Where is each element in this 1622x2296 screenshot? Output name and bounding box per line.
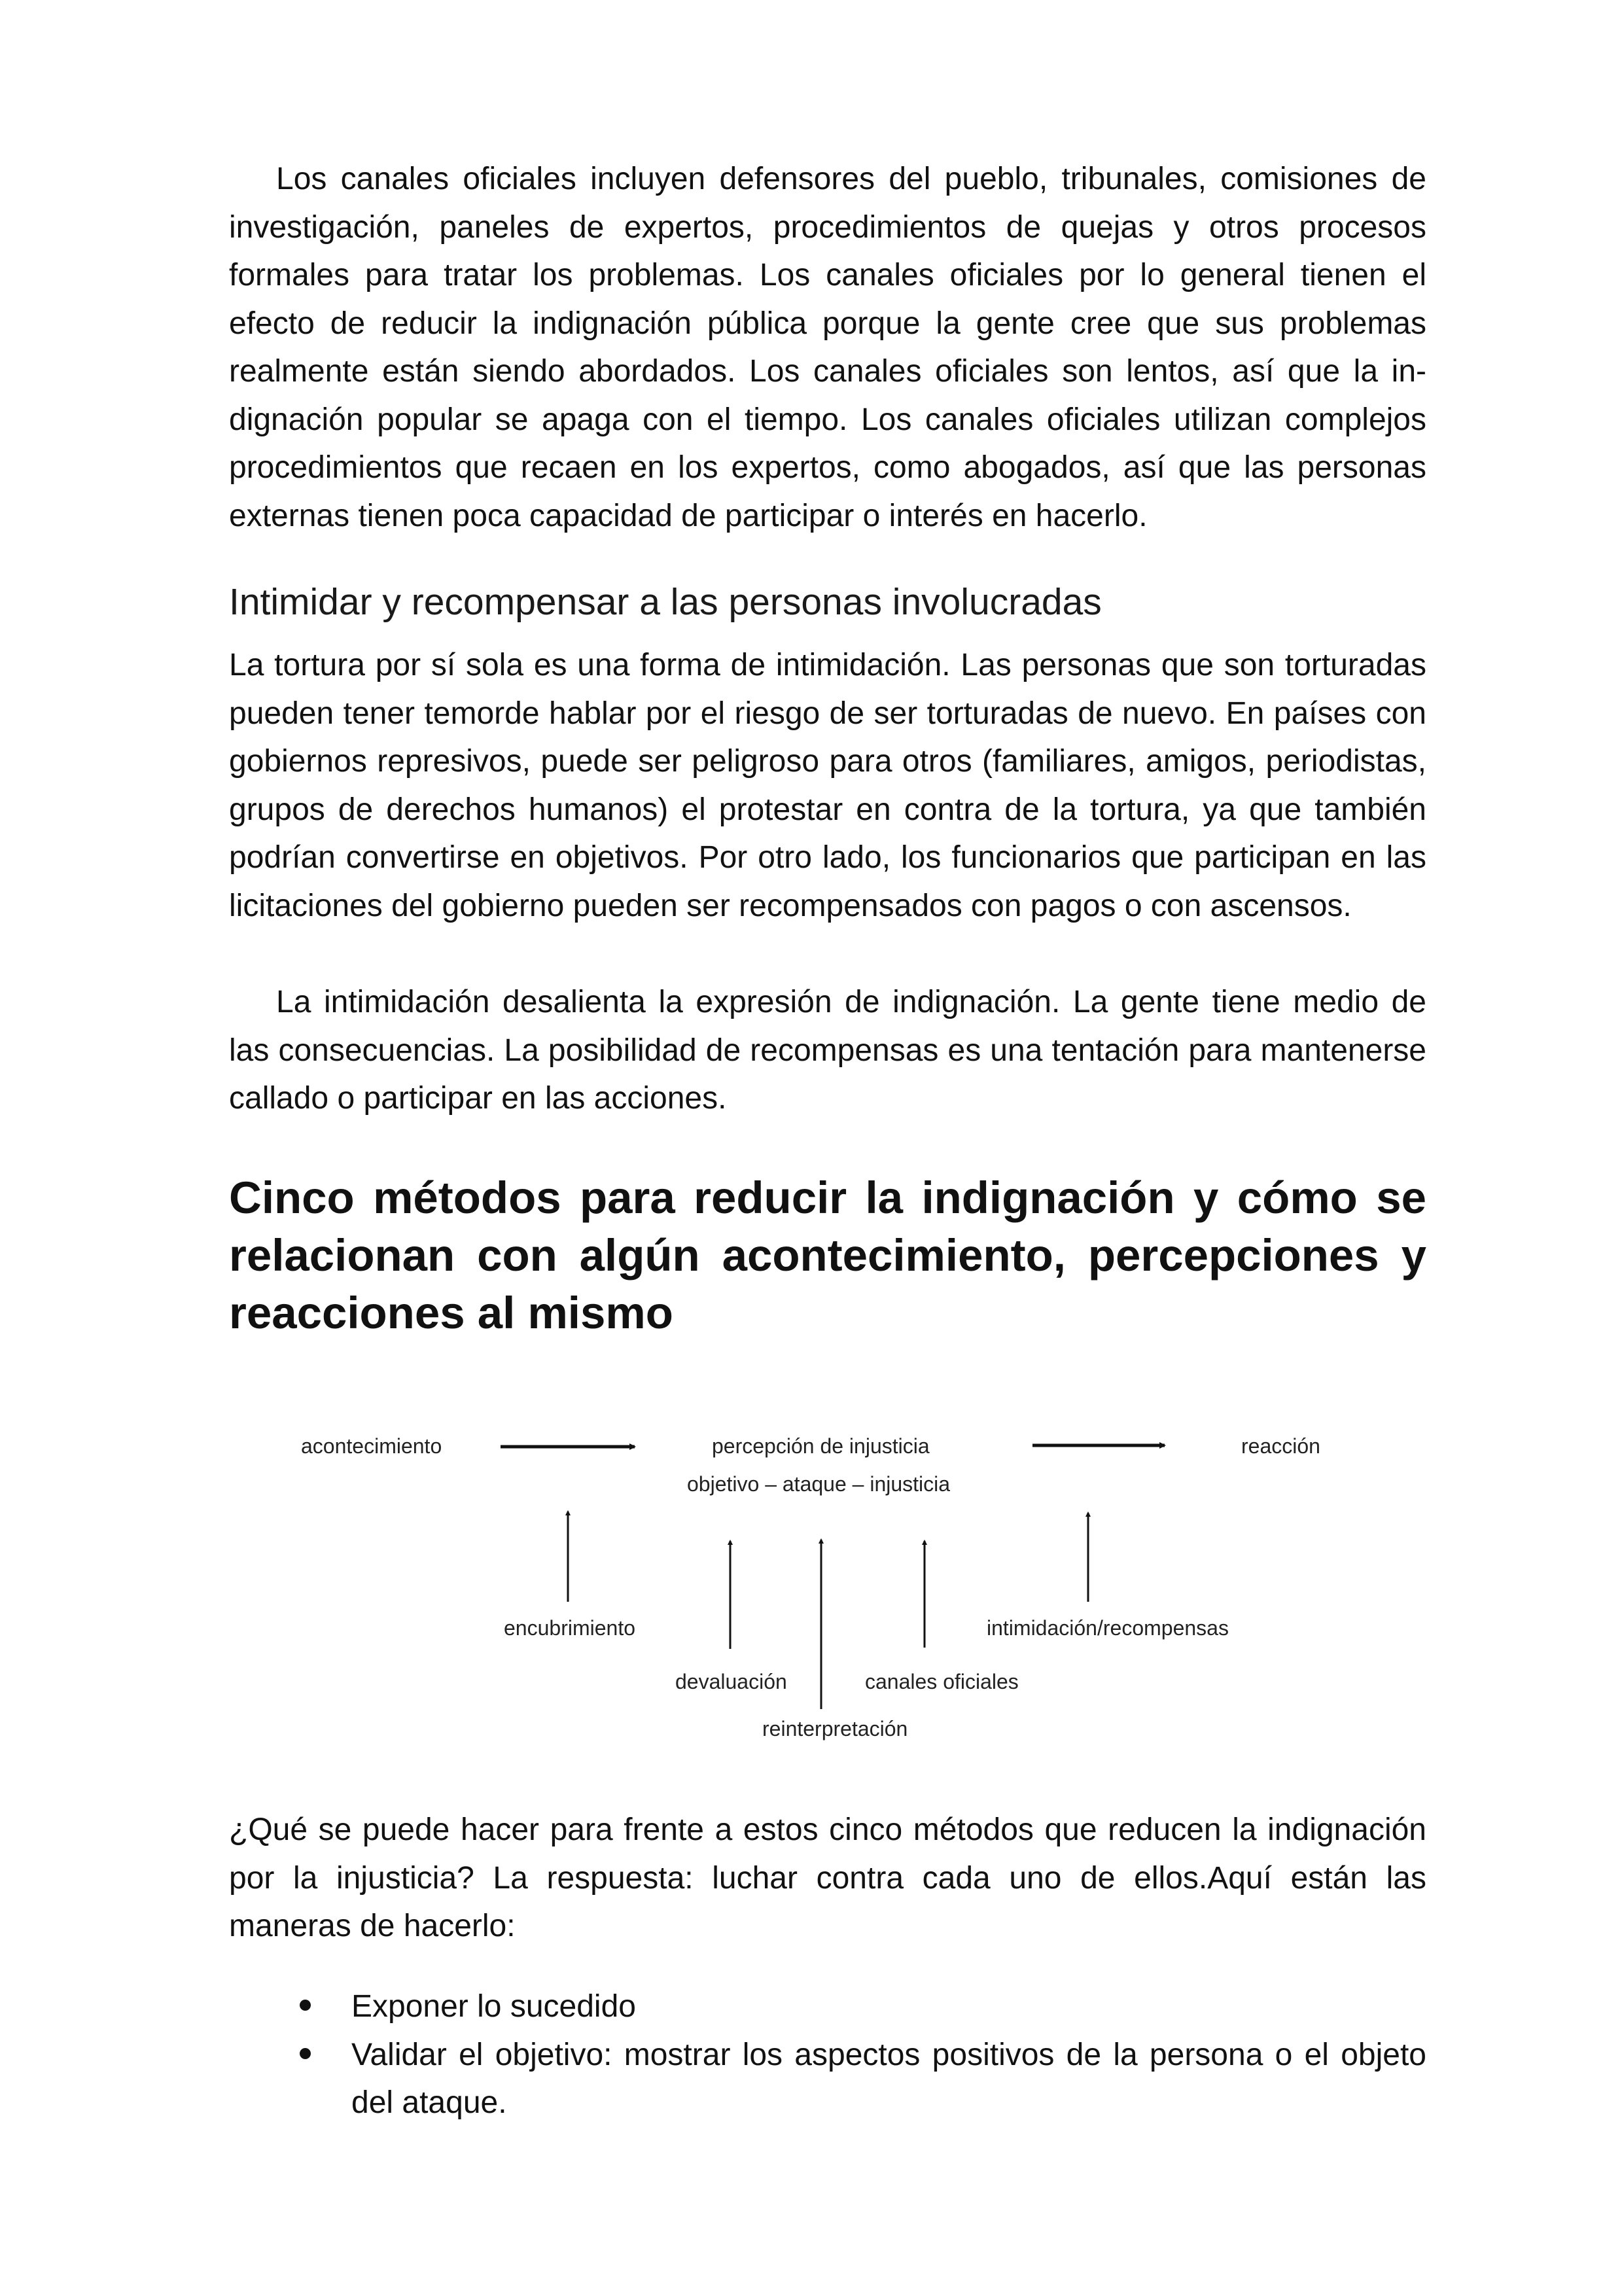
label-reinterpretation: reinterpretación: [762, 1717, 908, 1740]
outrage-diagram: [262, 1400, 1348, 1767]
label-reaction: reacción: [1241, 1434, 1320, 1458]
paragraph-torture-intimidation: La tortura por sí sola es una forma de intimidación. Las personas que son torturadas pueden tener temorde hablar por el riesgo de ser torturadas de nuevo. En países con gobiernos represivos, puede ser peligroso para otros (familiares, amigos, periodistas, grupos de derechos humanos) el protestar en contra de la tortura, ya que también podrían convertirse en objetivos. Por otro lado, los funcionarios que participan en las licitaciones del gobierno pueden ser recompensados con pagos o con ascensos.: [229, 648, 1426, 923]
paragraph-official-channels: Los canales oficiales incluyen defensores del pueblo, tribunales, comisiones de investigación, paneles de expertos, procedimientos de quejas y otros procesos formales para tratar los problemas. Los canales oficiales por lo general tienen el efecto de reducir la indignación pública porque la gente cree que sus problemas realmente están siendo abordados. Los canales oficiales son lentos, así que la indignación popular se apaga con el tiempo. Los canales oficiales utilizan complejos procedimientos que recaen en los expertos, como abogados, así que las personas externas tienen poca capacidad de participar o interés en hacerlo.: [229, 162, 1426, 533]
list-item: [229, 1983, 1426, 2031]
bullet-icon: [300, 2048, 311, 2059]
list-item-text: Exponer lo sucedido: [351, 1989, 636, 2024]
label-official-channels: canales oficiales: [865, 1670, 1019, 1693]
label-intimidation: intimidación/recompensas: [987, 1616, 1229, 1640]
list-item-text: Validar el objetivo: mostrar los aspectos positivos de la persona o el objeto del ataque.: [351, 2037, 1426, 2120]
paragraph-what-to-do: ¿Qué se puede hacer para frente a estos cinco métodos que reducen la indignación por la injusticia? La respuesta: luchar contra cada uno de ellos.Aquí están las maneras de hacerlo:: [229, 1812, 1426, 1943]
label-event: acontecimiento: [301, 1434, 442, 1458]
subheading-intimidate-reward: Intimidar y recompensar a las personas involucradas: [229, 581, 1102, 623]
label-perception-sub: objetivo – ataque – injusticia: [687, 1472, 951, 1496]
label-devaluation: devaluación: [675, 1670, 787, 1693]
paragraph-intimidation-effect: La intimidación desalienta la expresión de indignación. La gente tiene medio de las consecuencias. La posibilidad de recompensas es una tentación para mantenerse callado o participar en las acciones.: [229, 985, 1426, 1116]
label-perception: percepción de injusticia: [712, 1434, 930, 1458]
list-item: [229, 2031, 1426, 2127]
section-title-five-methods: Cinco métodos para reducir la indignación y cómo se relacionan con algún acontecimiento, percepciones y reacciones al mismo: [229, 1173, 1426, 1338]
bullet-list: [229, 1983, 1426, 2127]
bullet-icon: [300, 2000, 311, 2011]
label-cover-up: encubrimiento: [504, 1616, 635, 1640]
